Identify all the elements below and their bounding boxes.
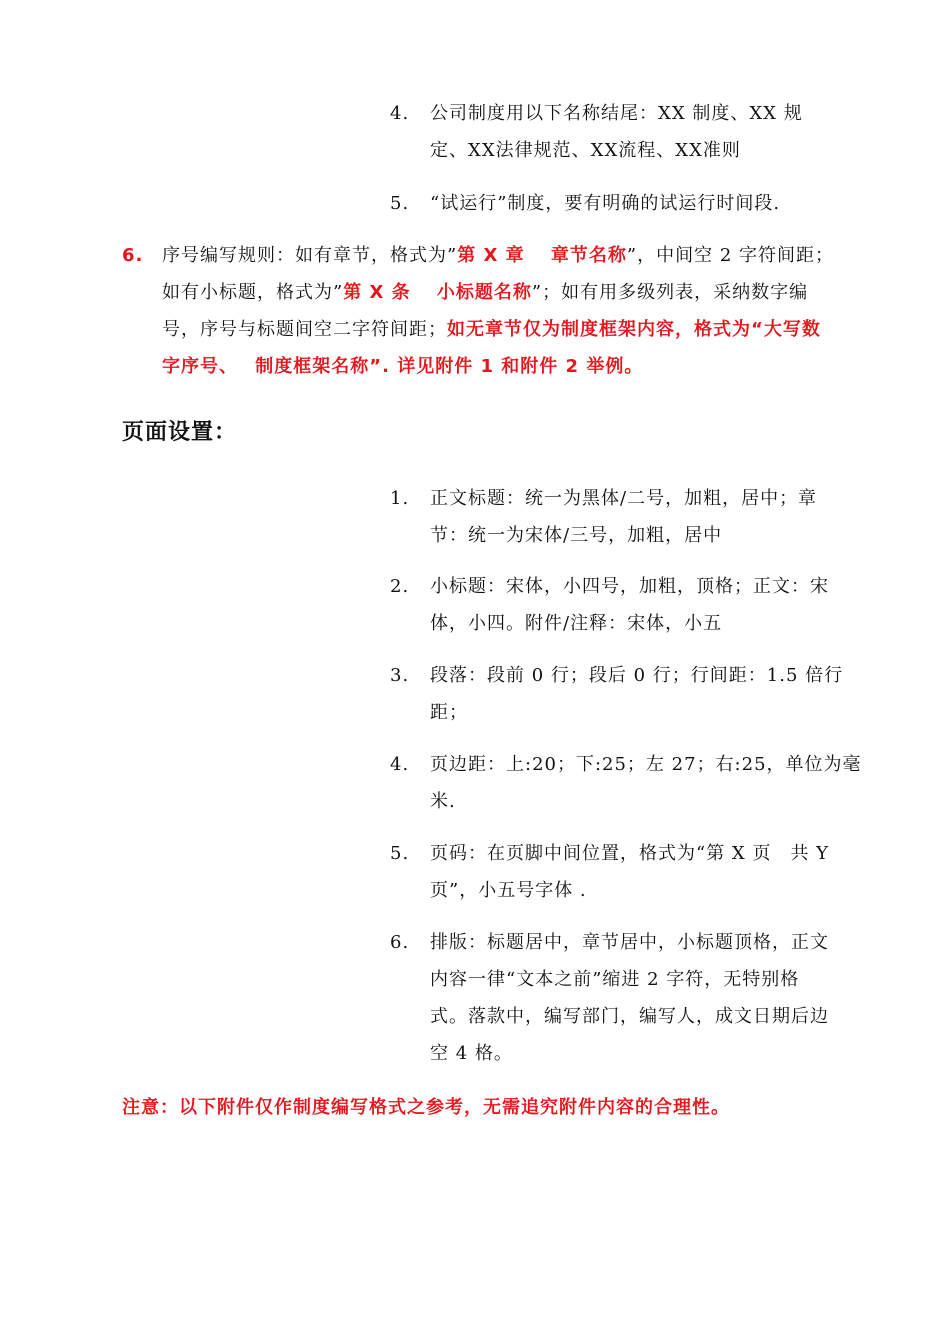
list-line: 距； bbox=[430, 702, 468, 723]
settings-item-6 bbox=[390, 924, 850, 1072]
list-line: 小标题：宋体，小四号，加粗，顶格；正文：宋 bbox=[430, 576, 829, 597]
list-line: 页”，小五号字体 . bbox=[430, 880, 587, 901]
list-line: 空 4 格。 bbox=[430, 1043, 513, 1064]
settings-item-4 bbox=[390, 746, 862, 820]
list-number: 5. bbox=[390, 193, 410, 214]
rule-text: ”；如有用多级列表，采纳数字编 bbox=[531, 282, 809, 303]
rule-text: ”，中间空 2 字符间距； bbox=[626, 245, 834, 266]
list-line: 节：统一为宋体/三号，加粗，居中 bbox=[430, 525, 723, 546]
list-number: 5. bbox=[390, 843, 410, 864]
list-number: 3. bbox=[390, 665, 410, 686]
section-heading: 页面设置： bbox=[122, 420, 238, 445]
list-line: 公司制度用以下名称结尾：XX 制度、XX 规 bbox=[430, 103, 803, 124]
settings-item-1 bbox=[390, 480, 850, 554]
rule-text: 号，序号与标题间空二字符间距； bbox=[162, 319, 447, 340]
settings-item-5 bbox=[390, 835, 850, 909]
list-line: 体，小四。附件/注释：宋体，小五 bbox=[430, 613, 723, 634]
rule-text: 序号编写规则：如有章节，格式为” bbox=[162, 245, 458, 266]
list-number: 4. bbox=[390, 103, 410, 124]
list-line: 内容一律“文本之前”缩进 2 字符，无特别格 bbox=[430, 969, 800, 990]
list-line: 段落：段前 0 行；段后 0 行；行间距：1.5 倍行 bbox=[430, 665, 844, 686]
rule-line-1 bbox=[162, 237, 834, 274]
list-item-4 bbox=[390, 95, 850, 169]
list-item-6 bbox=[122, 237, 842, 385]
framework-format-cont: 字序号、 制度框架名称”. 详见附件 1 和附件 2 举例。 bbox=[162, 356, 644, 377]
list-line: 式。落款中，编写部门，编写人，成文日期后边 bbox=[430, 1006, 829, 1027]
rule-line-4 bbox=[162, 348, 834, 385]
list-item-5 bbox=[390, 185, 850, 222]
list-number: 2. bbox=[390, 576, 410, 597]
list-number: 4. bbox=[390, 754, 410, 775]
settings-item-2 bbox=[390, 568, 850, 642]
list-line: “试运行”制度，要有明确的试运行时间段. bbox=[430, 193, 781, 214]
list-line: 米. bbox=[430, 791, 456, 812]
chapter-format: 第 X 章 章节名称 bbox=[457, 245, 627, 266]
list-line: 页边距：上:20；下:25；左 27；右:25，单位为毫 bbox=[430, 754, 862, 775]
framework-format: 如无章节仅为制度框架内容，格式为“大写数 bbox=[447, 319, 821, 340]
rule-line-3 bbox=[162, 311, 834, 348]
list-line: 定、XX法律规范、XX流程、XX准则 bbox=[430, 140, 741, 161]
rule-line-2 bbox=[162, 274, 834, 311]
article-format: 第 X 条 小标题名称 bbox=[343, 282, 532, 303]
list-number-red: 6. bbox=[122, 245, 144, 266]
list-number: 1. bbox=[390, 488, 410, 509]
list-line: 排版：标题居中，章节居中，小标题顶格，正文 bbox=[430, 932, 829, 953]
settings-item-3 bbox=[390, 657, 850, 731]
list-line: 正文标题：统一为黑体/二号，加粗，居中；章 bbox=[430, 488, 818, 509]
rule-text: 如有小标题，格式为” bbox=[162, 282, 344, 303]
list-number: 6. bbox=[390, 932, 410, 953]
list-line: 页码：在页脚中间位置，格式为“第 X 页 共 Y bbox=[430, 843, 830, 864]
attachment-note: 注意：以下附件仅作制度编写格式之参考，无需追究附件内容的合理性。 bbox=[122, 1097, 730, 1118]
